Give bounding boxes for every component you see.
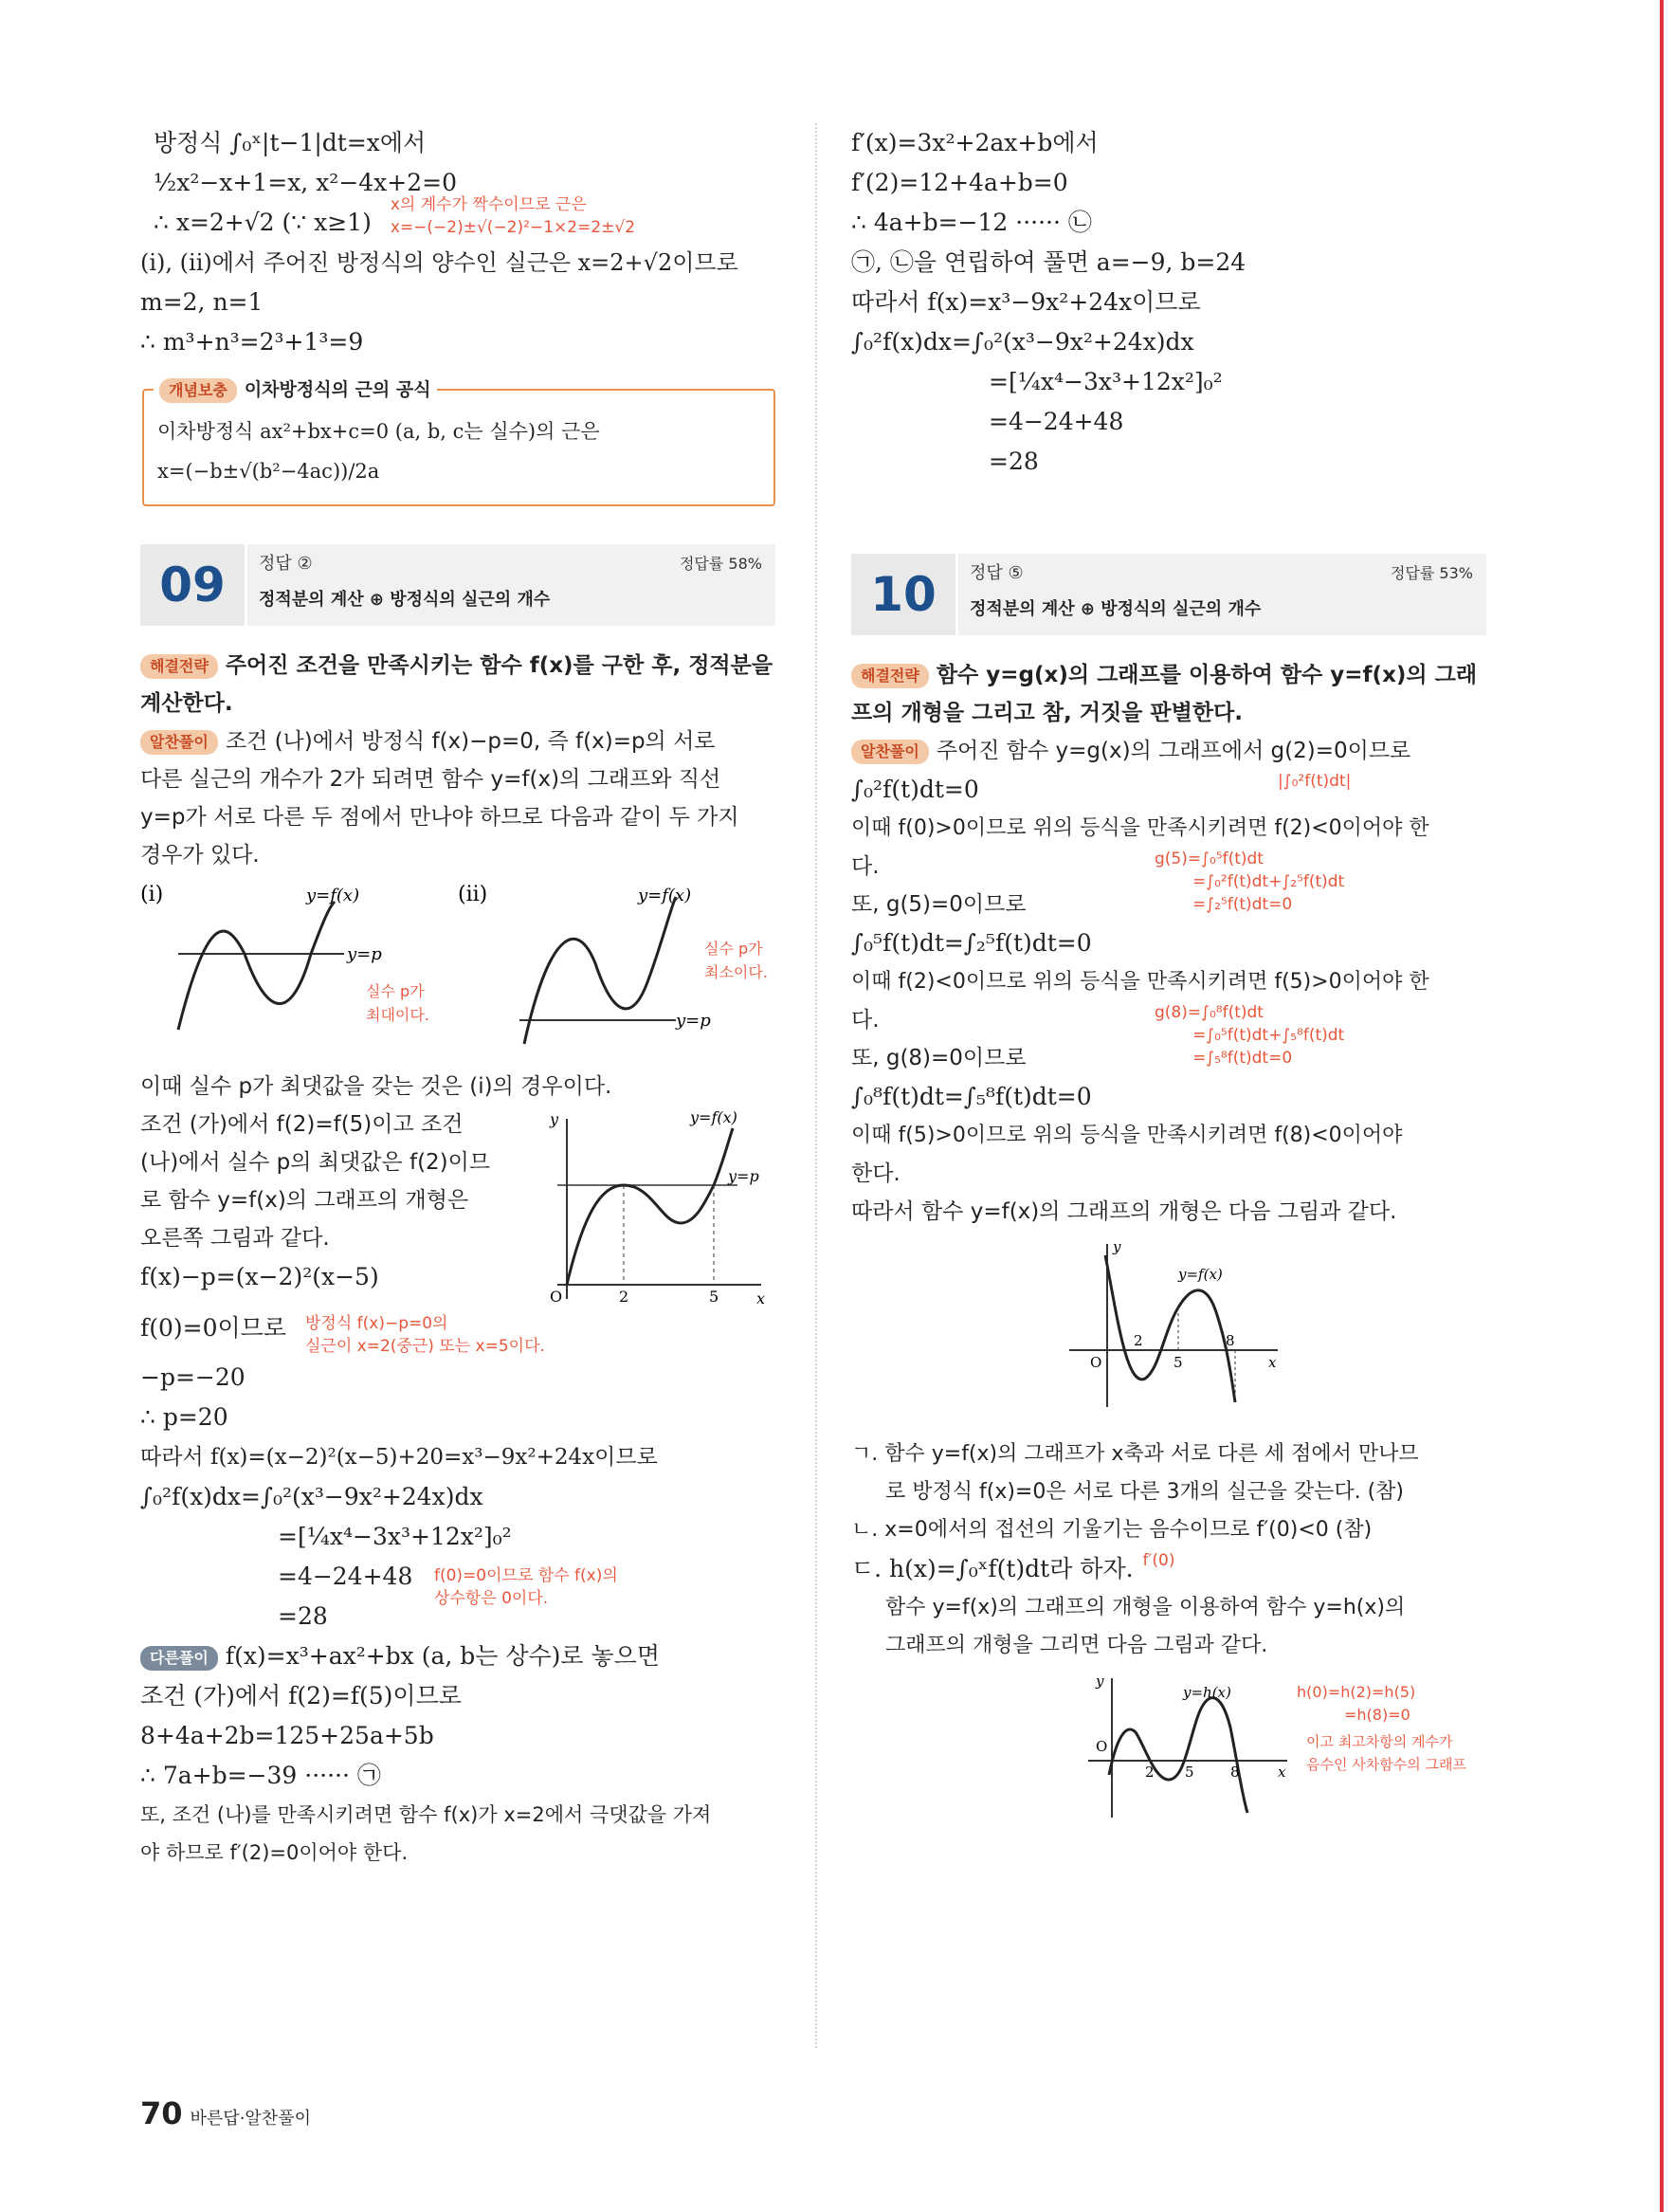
yp-label: y=p: [347, 944, 382, 964]
text-line: 이때 실수 p가 최댓값을 갖는 것은 (i)의 경우이다.: [140, 1074, 612, 1099]
eq-line: m=2, n=1: [140, 288, 264, 316]
tick-2: 2: [1134, 1332, 1143, 1349]
solution-line: y=p가 서로 다른 두 점에서 만나야 하므로 다음과 같이 두 가지: [140, 805, 739, 830]
eq-line: ∴ 7a+b=−39 ······ ㉠: [140, 1762, 381, 1789]
eq-line: f′(x)=3x²+2ax+b에서: [851, 129, 1099, 156]
side-note: 실근이 x=2(중근) 또는 x=5이다.: [304, 1337, 545, 1356]
side-note: g(8)=∫₀⁸f(t)dt: [1155, 1003, 1264, 1022]
yp-label: y=p: [728, 1167, 759, 1185]
strategy-tag: 해결전략: [851, 664, 929, 688]
side-note: x=−(−2)±√(−2)²−1×2=2±√2: [390, 218, 636, 237]
question-info: [247, 544, 775, 626]
side-note: =∫₂⁵f(t)dt=0: [1192, 895, 1293, 914]
footer-title: 바른답·알찬풀이: [190, 2109, 311, 2129]
note-h-3: 이고 최고차항의 계수가: [1306, 1733, 1453, 1750]
fx-label: y=f(x): [1178, 1266, 1223, 1283]
note-i-1: 실수 p가: [366, 982, 425, 1000]
note-i-2: 최대이다.: [366, 1006, 429, 1024]
tick-2: 2: [619, 1288, 629, 1306]
eq-line: ∫₀²f(t)dt=0: [851, 776, 979, 803]
concept-line: 이차방정식 ax²+bx+c=0 (a, b, c는 실수)의 근은: [157, 420, 600, 443]
text-line: 이때 f(0)>0이므로 위의 등식을 만족시키려면 f(2)<0이어야 한: [851, 816, 1429, 840]
eq-line: ∴ p=20: [140, 1403, 228, 1431]
fx-label: y=f(x): [690, 1109, 737, 1126]
axis-y: y: [1096, 1673, 1104, 1690]
side-note: =∫₅⁸f(t)dt=0: [1192, 1049, 1293, 1068]
answer-label: 정답 ⑤: [970, 563, 1024, 583]
eq-line: =[¼x⁴−3x³+12x²]₀²: [278, 1523, 512, 1550]
solution-line: 알찬풀이 주어진 함수 y=g(x)의 그래프에서 g(2)=0이므로: [851, 732, 1486, 770]
text-line: 다.: [851, 1008, 880, 1033]
correct-rate: 정답률 53%: [1390, 564, 1473, 582]
side-note: g(5)=∫₀⁵f(t)dt: [1155, 850, 1264, 868]
left-column: [140, 123, 775, 1872]
side-note: f(0)=0이므로 함수 f(x)의: [434, 1566, 618, 1585]
topic-label: 정적분의 계산 ⊕ 방정식의 실근의 개수: [259, 590, 551, 610]
case-i-label: (i): [140, 883, 164, 906]
answer-label: 정답 ②: [259, 554, 313, 574]
side-note: 상수항은 0이다.: [434, 1589, 549, 1608]
text-line: 이때 f(2)<0이므로 위의 등식을 만족시키려면 f(5)>0이어야 한: [851, 970, 1429, 994]
axis-x: x: [756, 1289, 766, 1307]
column-divider: [815, 123, 817, 2048]
text-line: 또, g(5)=0이므로: [851, 892, 1027, 917]
concept-box-title: [154, 375, 437, 403]
item-line: 로 방정식 f(x)=0은 서로 다른 3개의 실근을 갖는다. (참): [885, 1480, 1405, 1504]
eq-line: 따라서 f(x)=x³−9x²+24x이므로: [851, 288, 1201, 316]
eq-line: ∫₀⁸f(t)dt=∫₅⁸f(t)dt=0: [851, 1083, 1092, 1110]
text-line: 야 하므로 f′(2)=0이어야 한다.: [140, 1841, 409, 1864]
strategy-text: 해결전략 주어진 조건을 만족시키는 함수 f(x)를 구한 후, 정적분을 계산한다.: [140, 653, 773, 716]
question-09-header: [140, 544, 775, 626]
tick-5: 5: [1174, 1354, 1183, 1371]
axis-x: x: [1278, 1764, 1286, 1781]
side-note: x의 계수가 짝수이므로 근은: [390, 195, 587, 214]
eq-line: −p=−20: [140, 1363, 246, 1391]
axis-y: y: [1113, 1238, 1121, 1255]
question-info: [958, 554, 1486, 635]
axis-x: x: [1268, 1354, 1277, 1371]
alt-tag: 다른풀이: [140, 1646, 218, 1671]
item-line: ㄷ. h(x)=∫₀ˣf(t)dt라 하자.: [851, 1555, 1134, 1582]
eq-line: ㉠, ㉡을 연립하여 풀면 a=−9, b=24: [851, 248, 1246, 276]
eq-line: 8+4a+2b=125+25a+5b: [140, 1722, 434, 1749]
correct-rate: 정답률 58%: [679, 555, 762, 573]
side-note: =∫₀²f(t)dt+∫₂⁵f(t)dt: [1192, 872, 1345, 891]
right-column: [851, 123, 1486, 1822]
text-line: (나)에서 실수 p의 최댓값은 f(2)이므: [140, 1150, 491, 1175]
note-ii-2: 최소이다.: [704, 963, 768, 981]
page-edge-bar: [1660, 0, 1664, 2212]
question-number: 09: [140, 544, 245, 626]
eq-line: 따라서 f(x)=(x−2)²(x−5)+20=x³−9x²+24x이므로: [140, 1445, 658, 1470]
text-line: 또, 조건 (나)를 만족시키려면 함수 f(x)가 x=2에서 극댓값을 가져: [140, 1803, 712, 1826]
strategy-tag: 해결전략: [140, 654, 218, 679]
eq-line: 방정식 ∫₀ˣ|t−1|dt=x에서: [154, 129, 427, 156]
text-line: 오른쪽 그림과 같다.: [140, 1226, 330, 1251]
eq-line: ∴ 4a+b=−12 ······ ㉡: [851, 209, 1092, 236]
solution-tag: 알찬풀이: [851, 740, 929, 764]
solution-line: 다른 실근의 개수가 2가 되려면 함수 y=f(x)의 그래프와 직선: [140, 767, 721, 792]
item-line: 함수 y=f(x)의 그래프의 개형을 이용하여 함수 y=h(x)의: [885, 1596, 1406, 1619]
text-line: 한다.: [851, 1161, 901, 1186]
solution-line: 알찬풀이 조건 (나)에서 방정식 f(x)−p=0, 즉 f(x)=p의 서로: [140, 722, 775, 760]
tick-8: 8: [1226, 1332, 1235, 1349]
note-ii-1: 실수 p가: [704, 940, 763, 958]
eq-line: =[¼x⁴−3x³+12x²]₀²: [989, 368, 1223, 395]
topic-label: 정적분의 계산 ⊕ 방정식의 실근의 개수: [970, 599, 1262, 619]
concept-box: [142, 379, 775, 506]
text-line: 다.: [851, 854, 880, 879]
side-note: |∫₀²f(t)dt|: [1278, 772, 1352, 791]
text-line: 조건 (가)에서 f(2)=f(5)이고 조건: [140, 1112, 464, 1137]
f-graph: [851, 1236, 1486, 1417]
text-line: 로 함수 y=f(x)의 그래프의 개형은: [140, 1188, 469, 1213]
note-h-4: 음수인 사차함수의 그래프: [1306, 1756, 1466, 1773]
cubic-graph: [529, 1109, 775, 1308]
text-line: 따라서 함수 y=f(x)의 그래프의 개형은 다음 그림과 같다.: [851, 1199, 1397, 1224]
eq-line: ∫₀⁵f(t)dt=∫₂⁵f(t)dt=0: [851, 929, 1092, 957]
tick-5: 5: [709, 1288, 719, 1306]
text-line: 이때 f(5)>0이므로 위의 등식을 만족시키려면 f(8)<0이어야: [851, 1124, 1403, 1147]
note-h-2: =h(8)=0: [1344, 1706, 1410, 1724]
eq-line: (i), (ii)에서 주어진 방정식의 양수인 실근은 x=2+√2이므로: [140, 249, 738, 276]
eq-line: ∴ m³+n³=2³+1³=9: [140, 328, 364, 356]
side-note: =∫₀⁵f(t)dt+∫₅⁸f(t)dt: [1192, 1026, 1345, 1045]
tick-2: 2: [1145, 1764, 1155, 1781]
page-number: 70: [140, 2095, 183, 2131]
page-footer: [140, 2095, 311, 2131]
item-line: 그래프의 개형을 그리면 다음 그림과 같다.: [885, 1634, 1268, 1657]
h-graph: [851, 1671, 1486, 1822]
yp-label: y=p: [676, 1011, 711, 1031]
eq-line: 조건 (가)에서 f(2)=f(5)이므로: [140, 1682, 462, 1709]
eq-line: ½x²−x+1=x, x²−4x+2=0: [154, 169, 457, 196]
question-number: 10: [851, 554, 955, 635]
concept-title: 이차방정식의 근의 공식: [244, 379, 431, 400]
eq-line: ∫₀²f(x)dx=∫₀²(x³−9x²+24x)dx: [851, 328, 1194, 356]
case-ii-label: (ii): [458, 883, 488, 906]
fx-label: y=f(x): [306, 886, 360, 905]
alt-line: 다른풀이 f(x)=x³+ax²+bx (a, b는 상수)로 놓으면: [140, 1636, 775, 1676]
eq-line: =28: [278, 1602, 328, 1630]
eq-line: =4−24+48: [989, 408, 1124, 435]
item-line: ㄱ. 함수 y=f(x)의 그래프가 x축과 서로 다른 세 점에서 만나므: [851, 1442, 1419, 1466]
strategy-text: 해결전략 함수 y=g(x)의 그래프를 이용하여 함수 y=f(x)의 그래프의 개형을 그리고 참, 거짓을 판별한다.: [851, 663, 1478, 725]
fx-label: y=f(x): [638, 886, 692, 905]
question-10-header: [851, 554, 1486, 635]
eq-line: ∫₀²f(x)dx=∫₀²(x³−9x²+24x)dx: [140, 1483, 483, 1510]
eq-line: ∴ x=2+√2 (∵ x≥1): [154, 209, 372, 236]
eq-line: f(0)=0이므로: [140, 1314, 286, 1342]
side-note: f′(0): [1142, 1551, 1175, 1570]
tick-8: 8: [1230, 1764, 1240, 1781]
origin: O: [1096, 1738, 1108, 1755]
axis-y: y: [550, 1110, 559, 1128]
concept-badge: 개념보충: [159, 378, 237, 403]
hx-label: y=h(x): [1183, 1684, 1231, 1701]
eq-line: f(x)−p=(x−2)²(x−5): [140, 1263, 379, 1290]
origin: O: [1090, 1354, 1102, 1371]
concept-line: x=(−b±√(b²−4ac))/2a: [157, 460, 380, 483]
solution-line: 경우가 있다.: [140, 843, 260, 868]
side-note: 방정식 f(x)−p=0의: [304, 1314, 448, 1333]
note-h-1: h(0)=h(2)=h(5): [1297, 1683, 1416, 1701]
solution-tag: 알찬풀이: [140, 730, 218, 755]
tick-5: 5: [1185, 1764, 1194, 1781]
cases-graph: [140, 878, 775, 1068]
text-line: 또, g(8)=0이므로: [851, 1046, 1027, 1070]
eq-line: f′(2)=12+4a+b=0: [851, 169, 1068, 196]
origin: O: [550, 1288, 563, 1306]
eq-line: =28: [989, 448, 1039, 475]
item-line: ㄴ. x=0에서의 접선의 기울기는 음수이므로 f′(0)<0 (참): [851, 1518, 1373, 1542]
eq-line: =4−24+48: [278, 1563, 413, 1590]
